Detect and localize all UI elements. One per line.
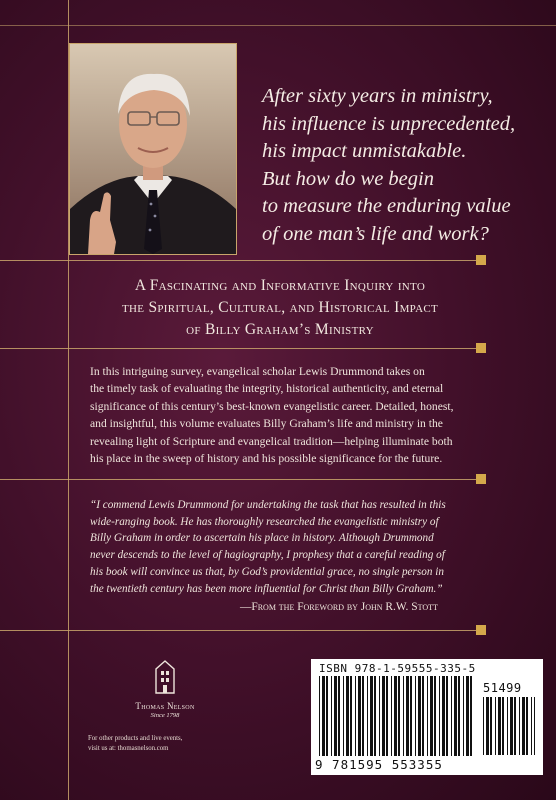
barcode-bar [367,676,368,756]
barcode-bar [370,676,373,756]
barcode-bar [430,676,433,756]
description-line: his place in the sweep of history and his possible significance for the future. [90,452,443,466]
lead-line: of one man’s life and work? [262,222,489,245]
lead-line: to measure the enduring value [262,195,511,217]
barcode-bar [458,676,460,756]
barcode-bar [362,676,364,756]
barcode-bar [507,697,508,755]
barcode-bar [519,697,520,755]
lead-quote [262,83,552,248]
barcode-bar [338,676,340,756]
headline-line: A Fascinating and Informative Inquiry into [134,277,426,294]
barcode-bar [331,676,332,756]
ean-barcode [319,676,475,756]
price-code: 51499 [483,681,522,695]
barcode-bar [355,676,356,756]
visit-line: For other products and live events, [88,735,183,742]
publisher-visit-note [88,734,182,754]
quote-line: Billy Graham in order to ascertain his place in history. Although Drummond [90,532,434,545]
barcode-bar [350,676,352,756]
barcode-bar [319,676,320,756]
barcode-bar [439,676,440,756]
visit-line: visit us at: thomasnelson.com [88,745,169,752]
barcode-bar [531,697,532,755]
publisher-block [110,660,220,719]
divider-after-photo [0,260,480,261]
barcode-bar [418,676,421,756]
quote-attribution: —From the Foreword by John R.W. Stott [240,601,438,613]
gold-square-ornament [476,474,486,484]
isbn-label: ISBN 978-1-59555-335-5 [319,662,476,675]
lead-line: his influence is unprecedented, [262,112,516,135]
quote-line: the twentieth century has been more influential for Christ than Billy Graham.” [90,582,443,595]
description-line: In this intriguing survey, evangelical scholar Lewis Drummond takes on [90,365,425,378]
barcode-bar [326,676,328,756]
barcode-bar [490,697,492,755]
barcode-bar [386,676,388,756]
description-line: revealing light of Scripture and evangelical tradition—helping illuminate both [90,434,453,448]
headline-line: the Spiritual, Cultural, and Historical Impact [121,299,438,316]
house-logo-icon [153,660,177,694]
barcode-bar [398,676,400,756]
barcode-bar [454,676,457,756]
barcode-bar [403,676,404,756]
barcode-bar [522,697,525,755]
barcode-bar [427,676,428,756]
barcode-bar [434,676,436,756]
divider-after-headline [0,348,480,349]
barcode-bar [391,676,392,756]
quote-line: wide-ranging book. He has thoroughly researched the evangelistic ministry of [90,515,439,528]
barcode-panel [311,659,543,775]
divider-after-quote [0,630,480,631]
barcode-bar [382,676,385,756]
barcode-bar [322,676,325,756]
gold-square-ornament [476,255,486,265]
barcode-bar [343,676,344,756]
divider-after-body [0,479,480,480]
barcode-bar [514,697,516,755]
barcode-bar [358,676,361,756]
author-photo [70,44,236,254]
endorsement-quote [90,497,480,597]
barcode-bar [379,676,380,756]
barcode-bar [486,697,489,755]
barcode-bar [422,676,424,756]
quote-line: “I commend Lewis Drummond for undertaking the task that has resulted in this [90,499,446,511]
description-line: and insightful, this volume evaluates Billy Graham’s life and ministry in the [90,417,443,431]
quote-line: his book will convince us that, by God’s providential grace, no single person in [90,565,444,578]
headline-line: of Billy Graham’s Ministry [186,321,374,338]
publisher-name: Thomas Nelson [135,701,195,711]
barcode-bar [526,697,528,755]
barcode-bar [466,676,469,756]
top-rule [0,25,556,26]
publisher-since: Since 1798 [150,712,180,719]
barcode-bar [483,697,484,755]
barcode-bar [394,676,397,756]
headline [80,275,480,341]
barcode-bar [451,676,452,756]
barcode-bar [406,676,409,756]
vertical-rule [68,0,69,800]
lead-line: After sixty years in ministry, [262,85,493,107]
price-addon-barcode [483,697,535,755]
description-line: significance of this century’s best-known evangelistic career. Detailed, honest, [90,399,454,413]
barcode-bar [502,697,504,755]
lead-line: his impact unmistakable. [262,140,467,162]
quote-line: never descends to the level of hagiography, I prophesy that a careful reading of [90,549,445,562]
description [90,363,480,467]
description-line: the timely task of evaluating the integrity, historical authenticity, and eternal [90,382,444,396]
lead-line: But how do we begin [262,167,434,190]
barcode-bar [470,676,472,756]
barcode-bar [334,676,337,756]
barcode-bar [410,676,412,756]
barcode-bar [442,676,445,756]
gold-square-ornament [476,343,486,353]
ean-digits: 9 781595 553355 [315,757,443,772]
barcode-bar [498,697,501,755]
barcode-bar [446,676,448,756]
barcode-bar [510,697,513,755]
barcode-bar [374,676,376,756]
barcode-bar [495,697,496,755]
barcode-bar [463,676,464,756]
gold-square-ornament [476,625,486,635]
barcode-bar [415,676,416,756]
barcode-bar [534,697,535,755]
barcode-bar [346,676,349,756]
